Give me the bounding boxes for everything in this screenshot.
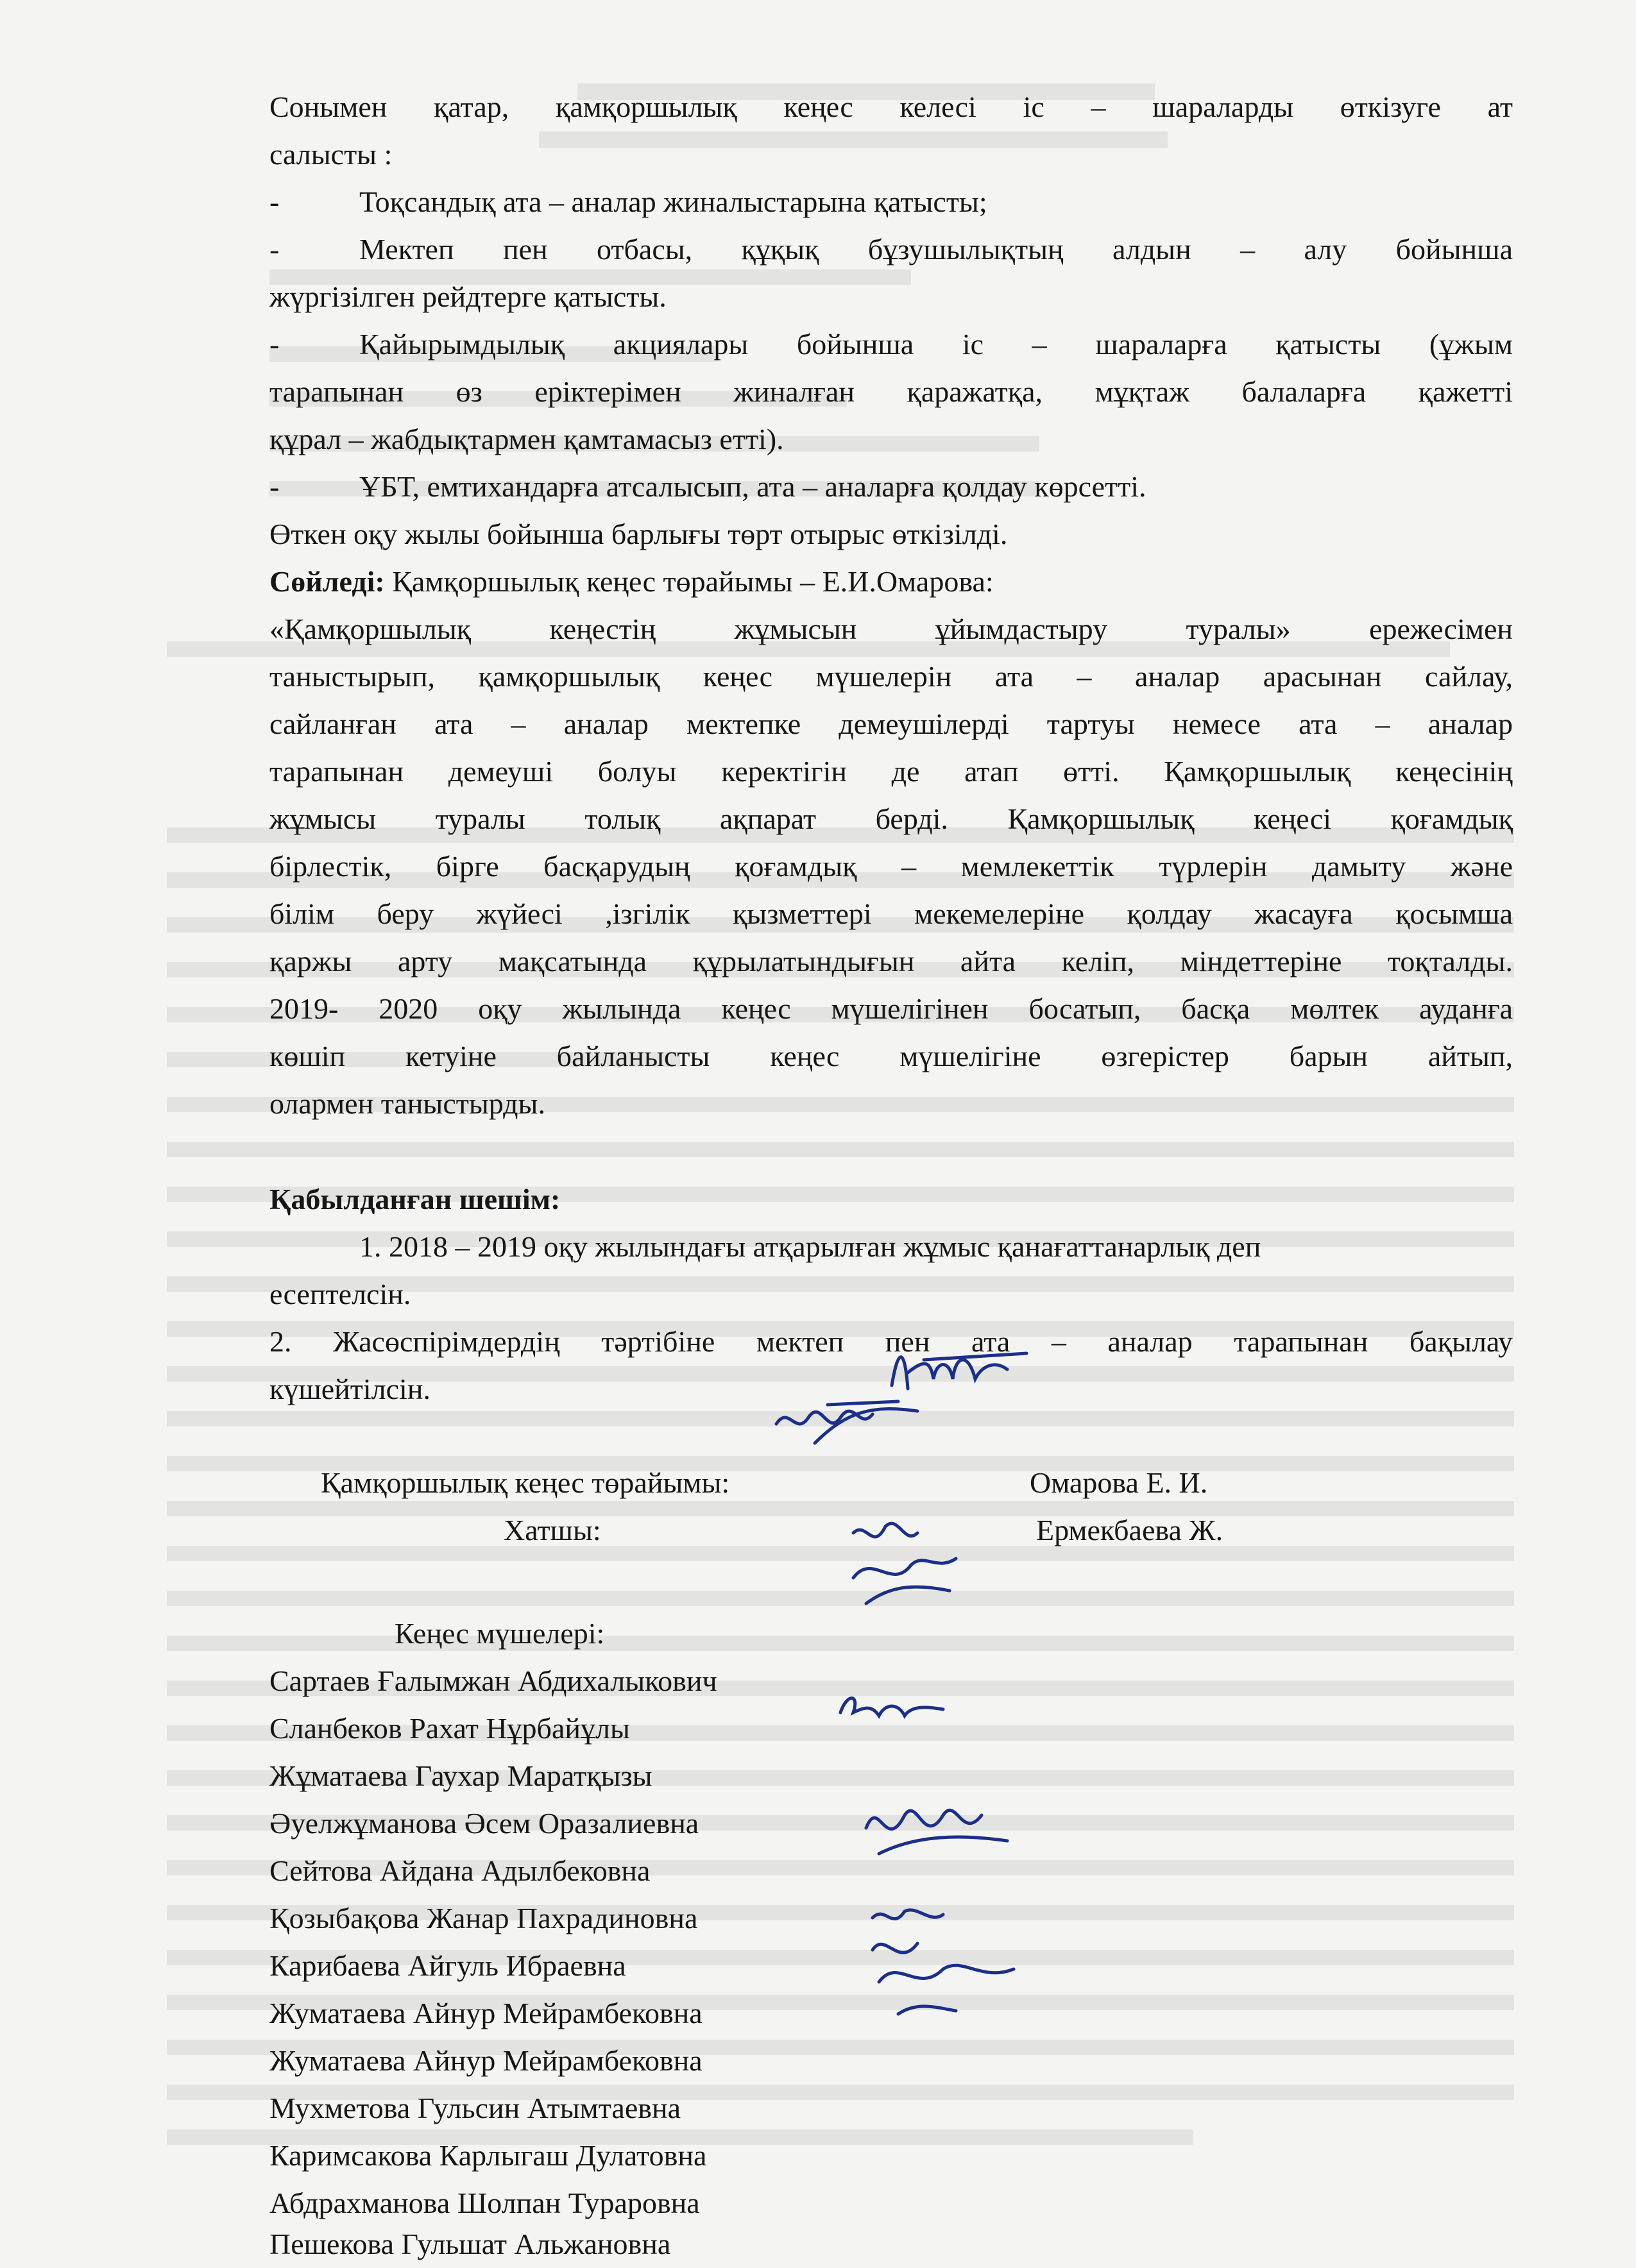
member-name: Жұматаева Гаухар Маратқызы bbox=[269, 1759, 652, 1792]
intro-line-1: Сонымен қатар, қамқоршылық кеңес келесі іс – шараларды өткізуге ат bbox=[269, 90, 1513, 123]
bullet-text-cont: тарапынан өз еріктерімен жиналған қаражатқа, мұқтаж балаларға қажетті bbox=[269, 375, 1513, 408]
member-name: Сланбеков Рахат Нұрбайұлы bbox=[269, 1712, 630, 1745]
speech-line: сайланған ата – аналар мектепке демеушілерді тартуы немесе ата – аналар bbox=[269, 707, 1513, 740]
chair-label: Қамқоршылық кеңес төрайымы: bbox=[321, 1466, 730, 1499]
member-name: Жуматаева Айнур Мейрамбековна bbox=[269, 2044, 703, 2077]
speaker-line bbox=[269, 558, 994, 605]
speech-line: тарапынан демеуші болуы керектігін де атап өтті. Қамқоршылық кеңесінің bbox=[269, 755, 1513, 788]
member-name: Карибаева Айгуль Ибраевна bbox=[269, 1949, 626, 1982]
speech-line: олармен таныстырды. bbox=[269, 1087, 545, 1120]
secretary-signature bbox=[770, 1385, 930, 1456]
speech-line: «Қамқоршылық кеңестің жұмысын ұйымдастыру туралы» ережесімен bbox=[269, 613, 1513, 645]
bullet-marker: - bbox=[269, 470, 280, 503]
bullet-text-cont: жүргізілген рейдтерге қатысты. bbox=[269, 280, 667, 313]
member-signatures-top bbox=[840, 1514, 962, 1616]
speech-line: бірлестік, бірге басқарудың қоғамдық – мемлекеттік түрлерін дамыту және bbox=[269, 850, 1513, 883]
bullet-text: Мектеп пен отбасы, құқық бұзушылықтың алдын – алу бойынша bbox=[359, 233, 1513, 266]
member-name: Сейтова Айдана Адылбековна bbox=[269, 1854, 651, 1887]
secretary-label: Хатшы: bbox=[504, 1514, 601, 1546]
members-label: Кеңес мүшелері: bbox=[395, 1617, 605, 1650]
intro-line-2: салысты : bbox=[269, 138, 393, 171]
decision-item-2: 2. Жасөспірімдердің тәртібіне мектеп пен ата – аналар тарапынан бақылау bbox=[269, 1325, 1513, 1358]
member-name: Қозыбақова Жанар Пахрадиновна bbox=[269, 1902, 698, 1934]
speech-line: таныстырып, қамқоршылық кеңес мүшелерін ата – аналар арасынан сайлау, bbox=[269, 660, 1513, 693]
member-name: Жуматаева Айнур Мейрамбековна bbox=[269, 1997, 703, 2029]
decision-heading: Қабылданған шешім: bbox=[269, 1183, 561, 1215]
member-name: Абдрахманова Шолпан Тураровна bbox=[269, 2187, 700, 2219]
bullet-text: Тоқсандық ата – аналар жиналыстарына қатысты; bbox=[359, 185, 987, 218]
bullet-text: Қайырымдылық акциялары бойынша іс – шараларға қатысты (ұжым bbox=[359, 328, 1513, 360]
bullet-marker: - bbox=[269, 233, 280, 266]
bullet-text-cont: құрал – жабдықтармен қамтамасыз етті). bbox=[269, 423, 784, 455]
speech-line: білім беру жүйесі ,ізгілік қызметтері мекемелеріне қолдау жасауға қосымша bbox=[269, 897, 1513, 930]
speech-line: 2019- 2020 оқу жылында кеңес мүшелігінен босатып, басқа мөлтек ауданға bbox=[269, 992, 1513, 1025]
member-signatures-bottom bbox=[860, 1899, 1027, 2027]
chair-name: Омарова Е. И. bbox=[1030, 1466, 1208, 1499]
member-name: Пешекова Гульшат Альжановна bbox=[269, 2228, 671, 2260]
speaker-text: Қамқоршылық кеңес төрайымы – Е.И.Омарова: bbox=[384, 565, 994, 598]
speech-line: көшіп кетуіне байланысты кеңес мүшелігіне өзгерістер барын айтып, bbox=[269, 1040, 1513, 1072]
decision-item-2-cont: күшейтілсін. bbox=[269, 1373, 430, 1405]
decision-item-1: 1. 2018 – 2019 оқу жылындағы атқарылған жұмыс қанағаттанарлық деп bbox=[359, 1230, 1261, 1263]
member-name: Каримсакова Карлыгаш Дулатовна bbox=[269, 2139, 707, 2172]
speech-line: қаржы арту мақсатында құрылатындығын айта келіп, міндеттеріне тоқталды. bbox=[269, 945, 1513, 977]
member-name: Мухметова Гульсин Атымтаевна bbox=[269, 2092, 681, 2124]
member-name: Сартаев Ғалымжан Абдихалыкович bbox=[269, 1664, 717, 1697]
member-signature-zhumataeva bbox=[853, 1790, 1014, 1866]
bullet-marker: - bbox=[269, 185, 280, 218]
speaker-label: Сөйледі: bbox=[269, 565, 385, 598]
member-name: Әуелжұманова Әсем Оразалиевна bbox=[269, 1807, 699, 1840]
summary-line: Өткен оқу жылы бойынша барлығы төрт отырыс өткізілді. bbox=[269, 518, 1008, 550]
secretary-name: Ермекбаева Ж. bbox=[1036, 1514, 1223, 1546]
bullet-text: ҰБТ, емтихандарға атсалысып, ата – аналарға қолдау көрсетті. bbox=[359, 470, 1146, 503]
speech-line: жұмысы туралы толық ақпарат берді. Қамқоршылық кеңесі қоғамдық bbox=[269, 802, 1513, 835]
member-signature-seitova bbox=[834, 1687, 950, 1732]
bullet-marker: - bbox=[269, 328, 280, 360]
decision-item-1-cont: есептелсін. bbox=[269, 1278, 411, 1310]
